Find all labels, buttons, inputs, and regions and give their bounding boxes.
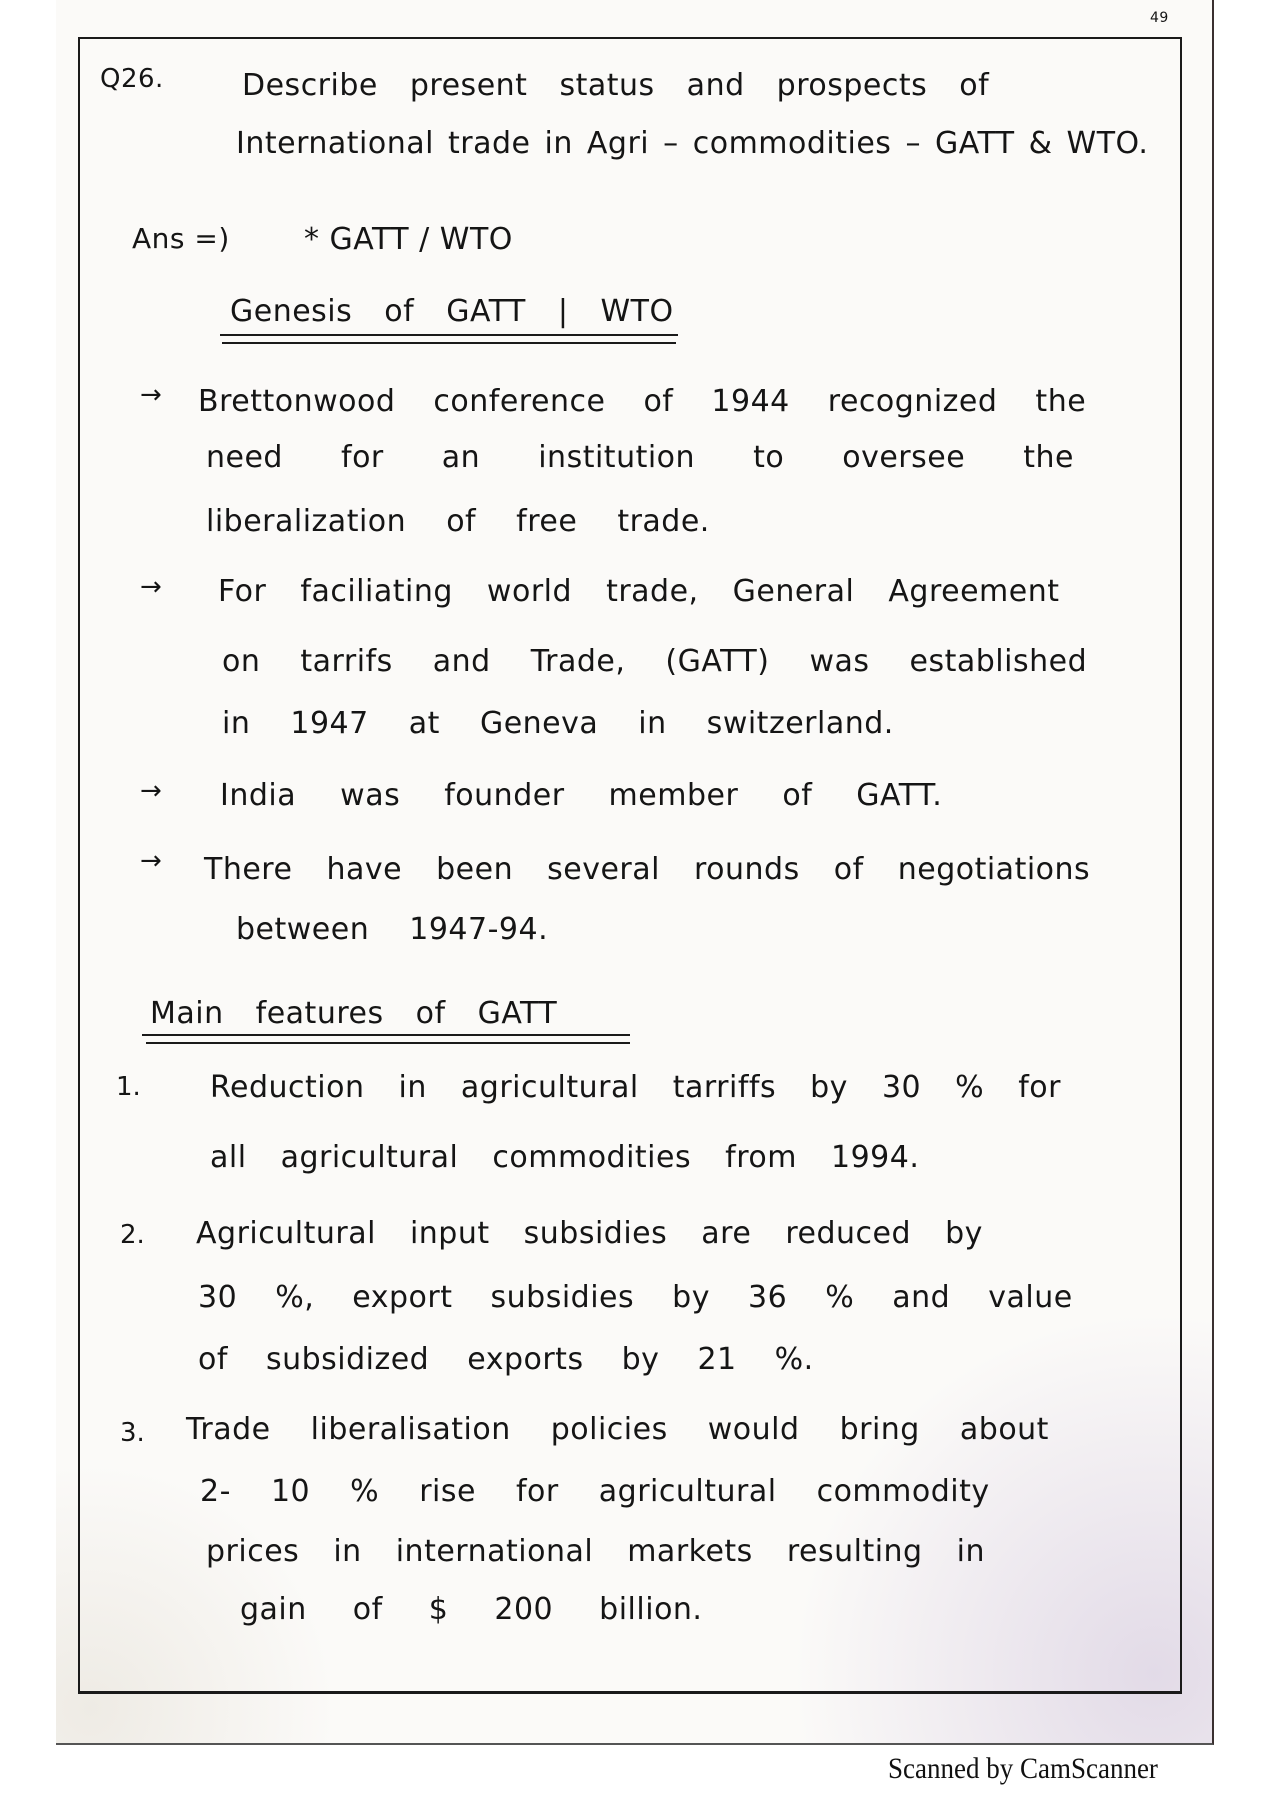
arrow-bullet-icon: → <box>140 380 162 410</box>
feature-line: 2- 10 % rise for agricultural commodity <box>200 1474 990 1509</box>
question-number: Q26. <box>100 64 164 94</box>
question-text-line-1: Describe present status and prospects of <box>242 68 990 103</box>
feature-line: Agricultural input subsidies are reduced by <box>196 1216 983 1251</box>
bullet-line: need for an institution to oversee the <box>206 440 1074 475</box>
title-underline <box>220 334 678 336</box>
bullet-line: Brettonwood conference of 1944 recognized the <box>198 384 1087 419</box>
feature-line: of subsidized exports by 21 %. <box>198 1342 814 1377</box>
list-number: 1. <box>116 1072 141 1102</box>
page-number: 49 <box>1150 10 1169 26</box>
bullet-line: in 1947 at Geneva in switzerland. <box>222 706 894 741</box>
list-number: 3. <box>120 1418 145 1448</box>
arrow-bullet-icon: → <box>140 776 162 806</box>
bullet-line: between 1947-94. <box>236 912 549 947</box>
feature-line: 30 %, export subsidies by 36 % and value <box>198 1280 1073 1315</box>
title-underline <box>146 1042 630 1044</box>
question-text-line-2: International trade in Agri – commodities – GATT & WTO. <box>236 126 1149 161</box>
feature-line: gain of $ 200 billion. <box>240 1592 703 1627</box>
list-number: 2. <box>120 1220 145 1250</box>
bullet-line: There have been several rounds of negotiations <box>204 852 1091 887</box>
camscanner-footer: Scanned by CamScanner <box>888 1752 1158 1785</box>
arrow-bullet-icon: → <box>140 572 162 602</box>
genesis-section-title: Genesis of GATT | WTO <box>230 294 674 329</box>
bullet-line: India was founder member of GATT. <box>220 778 943 813</box>
feature-line: Trade liberalisation policies would bring about <box>186 1412 1049 1447</box>
feature-line: prices in international markets resulting in <box>206 1534 985 1569</box>
title-underline <box>142 1034 630 1036</box>
bullet-line: on tarrifs and Trade, (GATT) was established <box>222 644 1088 679</box>
features-section-title: Main features of GATT <box>150 996 558 1031</box>
title-underline <box>222 342 676 344</box>
feature-line: Reduction in agricultural tarriffs by 30 % for <box>210 1070 1061 1105</box>
bullet-line: For faciliating world trade, General Agreement <box>218 574 1060 609</box>
answer-heading: * GATT / WTO <box>304 222 513 257</box>
answer-label: Ans =) <box>132 222 230 255</box>
bullet-line: liberalization of free trade. <box>206 504 710 539</box>
feature-line: all agricultural commodities from 1994. <box>210 1140 920 1175</box>
arrow-bullet-icon: → <box>140 846 162 876</box>
